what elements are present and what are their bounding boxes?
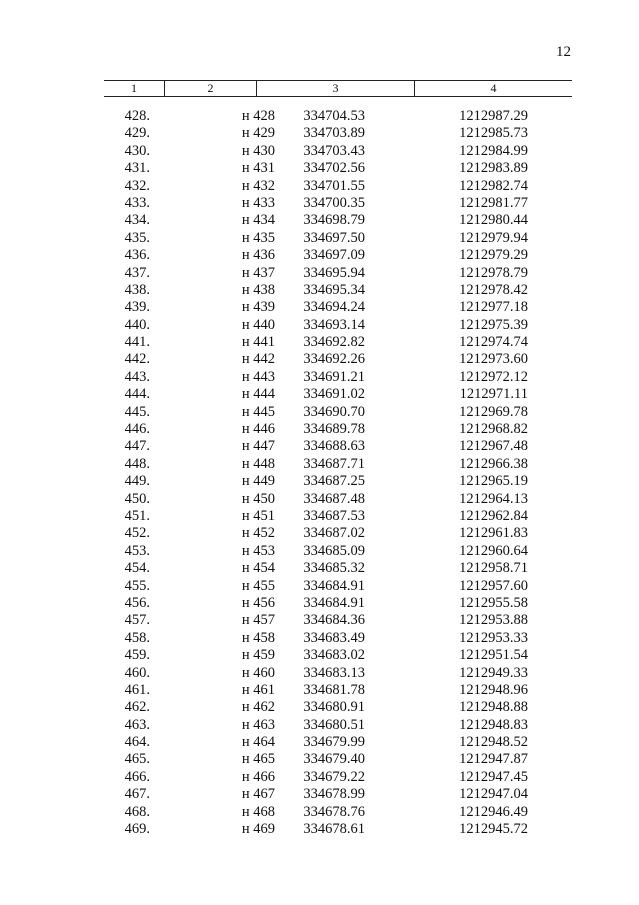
row-index: 468. xyxy=(124,803,150,820)
row-index: 467. xyxy=(124,786,150,803)
row-index: 439. xyxy=(124,299,150,316)
coordinate-x: 334687.53 xyxy=(303,507,365,524)
coordinate-y: 1212972.12 xyxy=(459,368,528,385)
coordinate-y: 1212967.48 xyxy=(459,438,528,455)
row-index: 443. xyxy=(124,368,150,385)
table-row xyxy=(104,143,572,160)
coordinate-y: 1212987.29 xyxy=(459,108,528,124)
point-id: н 428 xyxy=(241,108,275,124)
point-id: н 446 xyxy=(241,421,275,438)
row-index: 463. xyxy=(124,716,150,733)
row-index: 434. xyxy=(124,212,150,229)
table-row xyxy=(104,178,572,195)
row-index: 447. xyxy=(124,438,150,455)
coordinate-x: 334704.53 xyxy=(303,108,365,124)
table-row xyxy=(104,786,572,803)
table-row xyxy=(104,682,572,699)
coordinate-x: 334679.22 xyxy=(303,768,365,785)
point-id: н 449 xyxy=(241,473,275,490)
page-number: 12 xyxy=(556,44,571,60)
table-row xyxy=(104,734,572,751)
row-index: 432. xyxy=(124,177,150,194)
coordinate-x: 334683.02 xyxy=(303,647,365,664)
coordinate-x: 334703.89 xyxy=(303,125,365,142)
row-index: 450. xyxy=(124,490,150,507)
coordinate-y: 1212974.74 xyxy=(459,334,528,351)
point-id: н 448 xyxy=(241,455,275,472)
table-row xyxy=(104,265,572,282)
row-index: 440. xyxy=(124,316,150,333)
table-row xyxy=(104,717,572,734)
coordinate-x: 334680.91 xyxy=(303,699,365,716)
point-id: н 447 xyxy=(241,438,275,455)
table-row xyxy=(104,386,572,403)
coordinate-y: 1212965.19 xyxy=(459,473,528,490)
header-col-1: 1 xyxy=(131,81,137,95)
coordinate-x: 334698.79 xyxy=(303,212,365,229)
coordinate-y: 1212978.42 xyxy=(459,281,528,298)
coordinate-y: 1212966.38 xyxy=(459,455,528,472)
point-id: н 440 xyxy=(241,316,275,333)
row-index: 446. xyxy=(124,421,150,438)
point-id: н 441 xyxy=(241,334,275,351)
table-row xyxy=(104,334,572,351)
row-index: 464. xyxy=(124,734,150,751)
header-col-2: 2 xyxy=(164,81,256,96)
table-row xyxy=(104,195,572,212)
point-id: н 431 xyxy=(241,160,275,177)
row-index: 435. xyxy=(124,229,150,246)
table-row xyxy=(104,560,572,577)
table-row xyxy=(104,630,572,647)
coordinate-x: 334678.76 xyxy=(303,803,365,820)
coordinate-x: 334679.40 xyxy=(303,751,365,768)
point-id: н 456 xyxy=(241,594,275,611)
row-index: 452. xyxy=(124,525,150,542)
coordinate-x: 334687.48 xyxy=(303,490,365,507)
point-id: н 465 xyxy=(241,751,275,768)
table-row xyxy=(104,351,572,368)
coordinate-x: 334703.43 xyxy=(303,142,365,159)
header-col-4: 4 xyxy=(414,81,572,96)
coordinate-y: 1212973.60 xyxy=(459,351,528,368)
row-index: 455. xyxy=(124,577,150,594)
table-row xyxy=(104,282,572,299)
row-index: 462. xyxy=(124,699,150,716)
point-id: н 439 xyxy=(241,299,275,316)
point-id: н 451 xyxy=(241,507,275,524)
row-index: 453. xyxy=(124,542,150,559)
table-row xyxy=(104,404,572,421)
point-id: н 432 xyxy=(241,177,275,194)
coordinate-y: 1212947.04 xyxy=(459,786,528,803)
coordinate-y: 1212958.71 xyxy=(459,560,528,577)
coordinate-x: 334684.91 xyxy=(303,577,365,594)
coordinate-x: 334695.34 xyxy=(303,281,365,298)
coordinate-x: 334684.91 xyxy=(303,594,365,611)
coordinate-y: 1212948.88 xyxy=(459,699,528,716)
coordinate-y: 1212985.73 xyxy=(459,125,528,142)
table-row xyxy=(104,821,572,838)
row-index: 437. xyxy=(124,264,150,281)
coordinate-x: 334693.14 xyxy=(303,316,365,333)
coordinate-y: 1212953.88 xyxy=(459,612,528,629)
row-index: 466. xyxy=(124,768,150,785)
coordinate-x: 334679.99 xyxy=(303,734,365,751)
row-index: 451. xyxy=(124,507,150,524)
row-index: 448. xyxy=(124,455,150,472)
point-id: н 469 xyxy=(241,821,275,838)
coordinate-y: 1212960.64 xyxy=(459,542,528,559)
coordinate-x: 334691.21 xyxy=(303,368,365,385)
point-id: н 453 xyxy=(241,542,275,559)
row-index: 428. xyxy=(124,108,150,124)
row-index: 438. xyxy=(124,281,150,298)
point-id: н 454 xyxy=(241,560,275,577)
coordinate-x: 334688.63 xyxy=(303,438,365,455)
table-row xyxy=(104,699,572,716)
table-row xyxy=(104,212,572,229)
coordinate-x: 334697.09 xyxy=(303,247,365,264)
table-row xyxy=(104,525,572,542)
table-row xyxy=(104,543,572,560)
coordinate-y: 1212957.60 xyxy=(459,577,528,594)
coordinate-y: 1212968.82 xyxy=(459,421,528,438)
point-id: н 433 xyxy=(241,194,275,211)
coordinate-x: 334678.61 xyxy=(303,821,365,838)
coordinate-y: 1212948.83 xyxy=(459,716,528,733)
point-id: н 464 xyxy=(241,734,275,751)
row-index: 442. xyxy=(124,351,150,368)
row-index: 441. xyxy=(124,334,150,351)
point-id: н 467 xyxy=(241,786,275,803)
table-row xyxy=(104,491,572,508)
table-row xyxy=(104,473,572,490)
coordinate-x: 334702.56 xyxy=(303,160,365,177)
coordinate-y: 1212964.13 xyxy=(459,490,528,507)
table-row xyxy=(104,160,572,177)
point-id: н 468 xyxy=(241,803,275,820)
coordinate-y: 1212949.33 xyxy=(459,664,528,681)
row-index: 459. xyxy=(124,647,150,664)
row-index: 431. xyxy=(124,160,150,177)
point-id: н 429 xyxy=(241,125,275,142)
coordinate-y: 1212961.83 xyxy=(459,525,528,542)
coordinate-x: 334683.13 xyxy=(303,664,365,681)
table-row xyxy=(104,369,572,386)
table-row xyxy=(104,108,572,125)
point-id: н 459 xyxy=(241,647,275,664)
row-index: 456. xyxy=(124,594,150,611)
coordinate-x: 334697.50 xyxy=(303,229,365,246)
row-index: 444. xyxy=(124,386,150,403)
coordinate-y: 1212947.87 xyxy=(459,751,528,768)
table-row xyxy=(104,317,572,334)
row-index: 465. xyxy=(124,751,150,768)
point-id: н 445 xyxy=(241,403,275,420)
row-index: 458. xyxy=(124,629,150,646)
coordinate-y: 1212951.54 xyxy=(459,647,528,664)
point-id: н 452 xyxy=(241,525,275,542)
table-row xyxy=(104,578,572,595)
coordinate-y: 1212978.79 xyxy=(459,264,528,281)
coordinate-x: 334691.02 xyxy=(303,386,365,403)
coordinate-x: 334684.36 xyxy=(303,612,365,629)
row-index: 430. xyxy=(124,142,150,159)
table-row xyxy=(104,595,572,612)
coordinate-y: 1212971.11 xyxy=(459,386,528,403)
coordinate-y: 1212947.45 xyxy=(459,768,528,785)
row-index: 449. xyxy=(124,473,150,490)
coordinate-y: 1212975.39 xyxy=(459,316,528,333)
coordinate-x: 334700.35 xyxy=(303,194,365,211)
coordinate-y: 1212982.74 xyxy=(459,177,528,194)
point-id: н 466 xyxy=(241,768,275,785)
coordinate-y: 1212979.29 xyxy=(459,247,528,264)
point-id: н 435 xyxy=(241,229,275,246)
row-index: 445. xyxy=(124,403,150,420)
point-id: н 461 xyxy=(241,681,275,698)
coordinate-y: 1212979.94 xyxy=(459,229,528,246)
table-row xyxy=(104,125,572,142)
point-id: н 442 xyxy=(241,351,275,368)
header-col-3: 3 xyxy=(256,81,414,96)
table-row xyxy=(104,508,572,525)
row-index: 469. xyxy=(124,821,150,838)
point-id: н 438 xyxy=(241,281,275,298)
table-row xyxy=(104,299,572,316)
row-index: 461. xyxy=(124,681,150,698)
row-index: 433. xyxy=(124,194,150,211)
coordinate-x: 334687.25 xyxy=(303,473,365,490)
table-row xyxy=(104,647,572,664)
coordinate-y: 1212946.49 xyxy=(459,803,528,820)
table-header xyxy=(104,80,572,97)
coordinate-y: 1212984.99 xyxy=(459,142,528,159)
table-row xyxy=(104,438,572,455)
row-index: 454. xyxy=(124,560,150,577)
coordinate-x: 334701.55 xyxy=(303,177,365,194)
row-index: 429. xyxy=(124,125,150,142)
table-row xyxy=(104,751,572,768)
table-row xyxy=(104,665,572,682)
coordinate-x: 334692.26 xyxy=(303,351,365,368)
coordinate-y: 1212948.96 xyxy=(459,681,528,698)
table-row xyxy=(104,804,572,821)
coordinate-y: 1212981.77 xyxy=(459,194,528,211)
coordinate-x: 334692.82 xyxy=(303,334,365,351)
point-id: н 443 xyxy=(241,368,275,385)
coordinate-x: 334687.02 xyxy=(303,525,365,542)
coordinate-x: 334681.78 xyxy=(303,681,365,698)
coordinate-x: 334689.78 xyxy=(303,421,365,438)
coordinate-x: 334685.32 xyxy=(303,560,365,577)
coordinate-y: 1212955.58 xyxy=(459,594,528,611)
coordinate-y: 1212980.44 xyxy=(459,212,528,229)
coordinate-y: 1212977.18 xyxy=(459,299,528,316)
coordinate-x: 334694.24 xyxy=(303,299,365,316)
coordinates-table-body xyxy=(104,108,572,838)
table-row xyxy=(104,612,572,629)
point-id: н 436 xyxy=(241,247,275,264)
coordinate-y: 1212969.78 xyxy=(459,403,528,420)
coordinate-x: 334687.71 xyxy=(303,455,365,472)
coordinate-x: 334683.49 xyxy=(303,629,365,646)
point-id: н 437 xyxy=(241,264,275,281)
coordinate-y: 1212983.89 xyxy=(459,160,528,177)
point-id: н 460 xyxy=(241,664,275,681)
point-id: н 463 xyxy=(241,716,275,733)
row-index: 460. xyxy=(124,664,150,681)
point-id: н 457 xyxy=(241,612,275,629)
table-row xyxy=(104,421,572,438)
point-id: н 450 xyxy=(241,490,275,507)
table-row xyxy=(104,230,572,247)
coordinate-x: 334678.99 xyxy=(303,786,365,803)
coordinate-y: 1212953.33 xyxy=(459,629,528,646)
coordinate-y: 1212948.52 xyxy=(459,734,528,751)
point-id: н 444 xyxy=(241,386,275,403)
coordinate-y: 1212962.84 xyxy=(459,507,528,524)
point-id: н 462 xyxy=(241,699,275,716)
coordinate-x: 334695.94 xyxy=(303,264,365,281)
point-id: н 458 xyxy=(241,629,275,646)
point-id: н 434 xyxy=(241,212,275,229)
point-id: н 430 xyxy=(241,142,275,159)
table-row xyxy=(104,456,572,473)
row-index: 436. xyxy=(124,247,150,264)
row-index: 457. xyxy=(124,612,150,629)
table-row xyxy=(104,769,572,786)
coordinate-x: 334690.70 xyxy=(303,403,365,420)
coordinate-y: 1212945.72 xyxy=(459,821,528,838)
table-row xyxy=(104,247,572,264)
coordinate-x: 334685.09 xyxy=(303,542,365,559)
point-id: н 455 xyxy=(241,577,275,594)
coordinate-x: 334680.51 xyxy=(303,716,365,733)
